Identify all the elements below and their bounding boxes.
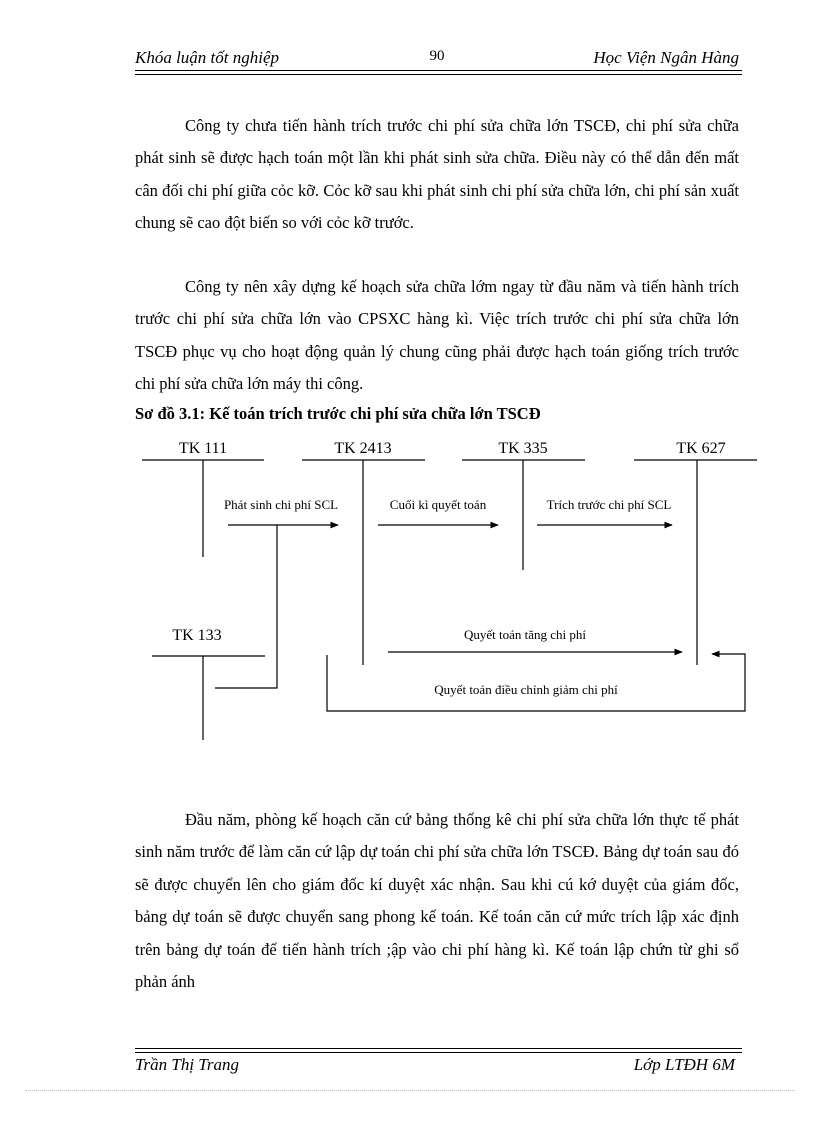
page-footer	[135, 1055, 735, 1077]
paragraph-3: Đầu năm, phòng kế hoạch căn cứ bảng thống kê chi phí sửa chữa lớn thực tế phát sinh năm trước để làm căn cứ lập dự toán chi phí sửa chữa lớn TSCĐ. Bảng dự toán sau đó sẽ được chuyển lên cho giám đốc kí duyệt xác nhận. Sau khi cú kớ duyệt của giám đốc, bảng dự toán sẽ được chuyển sang phong kế toán. Kế toán căn cứ mức trích lập xác định trên bảng dự toán để tiến hành trích ;ập vào chi phí hàng kì. Kế toán lập chứn từ ghi sổ phản ánh	[135, 810, 739, 992]
flow-label-giam-chi-phi: Quyết toán điều chỉnh giảm chi phí	[434, 682, 618, 697]
tk2413-label: TK 2413	[334, 440, 392, 457]
footer-divider	[135, 1048, 742, 1053]
flow-label-cuoi-ki: Cuối kì quyết toán	[389, 497, 487, 512]
flow-label-phat-sinh: Phát sinh chi phí SCL	[223, 497, 339, 512]
header-institution: Học Viện Ngân Hàng	[593, 48, 739, 67]
page-header	[135, 46, 739, 70]
tk111-label: TK 111	[178, 440, 228, 457]
paragraph-2: Công ty nên xây dựng kế hoạch sửa chữa lớm ngay từ đầu năm và tiến hành trích trước chi phí sửa chữa lớn vào CPSXC hàng kì. Việc trích trước chi phí sửa chữa lớn TSCĐ phục vụ cho hoạt động quản lý chung cũng phải được hạch toán giống trích trước chi phí sửa chữa lớn máy thi công.	[135, 277, 739, 394]
header-thesis-label: Khóa luận tốt nghiệp	[135, 48, 280, 67]
flow-arrow-giam-chi-phi	[327, 654, 745, 711]
flow-label-tang-chi-phi: Quyết toán tăng chi phí	[463, 627, 587, 642]
tk335-label: TK 335	[498, 440, 548, 457]
tk627-label: TK 627	[676, 440, 726, 457]
page-edge	[25, 1090, 795, 1091]
flow-label-trich-truoc: Trích trước chi phí SCL	[546, 497, 672, 512]
footer-class: Lớp LTĐH 6M	[633, 1055, 735, 1074]
tk133-label: TK 133	[172, 627, 222, 644]
flow-tk133-connector	[215, 525, 277, 688]
footer-author: Trần Thị Trang	[135, 1055, 239, 1074]
paragraph-1: Công ty chưa tiến hành trích trước chi phí sửa chữa lớn TSCĐ, chi phí sửa chữa phát sinh sẽ được hạch toán một lần khi phát sinh sửa chữa. Điều này có thể dẫn đến mất cân đối chi phí giữa cỏc kỡ. Cỏc kỡ sau khi phát sinh chi phí sửa chữa lớn, chi phí sản xuất chung sẽ cao đột biến so với cỏc kỡ trước.	[135, 116, 739, 233]
header-divider	[135, 70, 742, 75]
diagram-title: Sơ đồ 3.1: Kế toán trích trước chi phí sửa chữa lớn TSCĐ	[135, 404, 541, 423]
page-number: 90	[429, 48, 445, 64]
